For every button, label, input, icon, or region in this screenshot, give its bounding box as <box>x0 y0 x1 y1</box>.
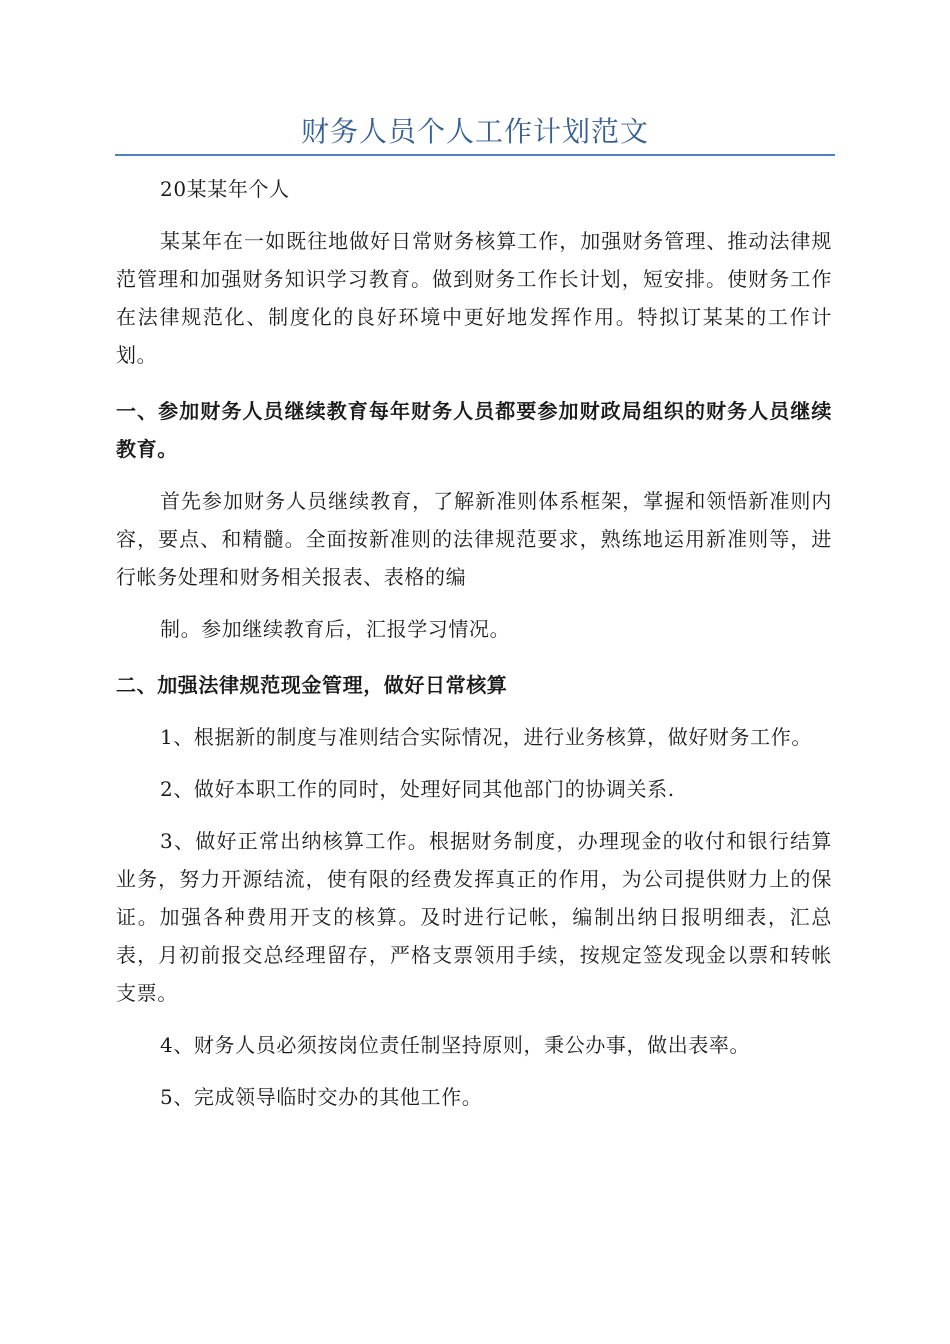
paragraph-education: 首先参加财务人员继续教育，了解新准则体系框架，掌握和领悟新准则内容，要点、和精髓。全面按新准则的法律规范要求，熟练地运用新准则等，进行帐务处理和财务相关报表、表格的编 <box>116 489 832 589</box>
list-item-4: 4、财务人员必须按岗位责任制坚持原则，秉公办事，做出表率。 <box>160 1033 751 1057</box>
section-heading-1: 一、参加财务人员继续教育每年财务人员都要参加财政局组织的财务人员继续教育。 <box>116 399 832 461</box>
list-item-3: 3、做好正常出纳核算工作。根据财务制度，办理现金的收付和银行结算业务，努力开源结流，使有限的经费发挥真正的作用，为公司提供财力上的保证。加强各种费用开支的核算。及时进行记帐，编制出纳日报明细表，汇总表，月初前报交总经理留存，严格支票领用手续，按规定签发现金以票和转帐支票。 <box>116 829 832 1005</box>
list-item-2: 2、做好本职工作的同时，处理好同其他部门的协调关系. <box>160 777 675 801</box>
list-item-1: 1、根据新的制度与准则结合实际情况，进行业务核算，做好财务工作。 <box>160 725 812 749</box>
paragraph-year: 20某某年个人 <box>160 177 290 201</box>
section-heading-2: 二、加强法律规范现金管理，做好日常核算 <box>116 673 508 697</box>
paragraph-intro: 某某年在一如既往地做好日常财务核算工作，加强财务管理、推动法律规范管理和加强财务知识学习教育。做到财务工作长计划，短安排。使财务工作在法律规范化、制度化的良好环境中更好地发挥作用。特拟订某某的工作计划。 <box>116 229 832 367</box>
document-title: 财务人员个人工作计划范文 <box>300 115 649 148</box>
list-item-5: 5、完成领导临时交办的其他工作。 <box>160 1085 483 1109</box>
document-body <box>116 170 832 1116</box>
paragraph-education-cont: 制。参加继续教育后，汇报学习情况。 <box>160 617 511 641</box>
title-divider <box>115 154 835 156</box>
